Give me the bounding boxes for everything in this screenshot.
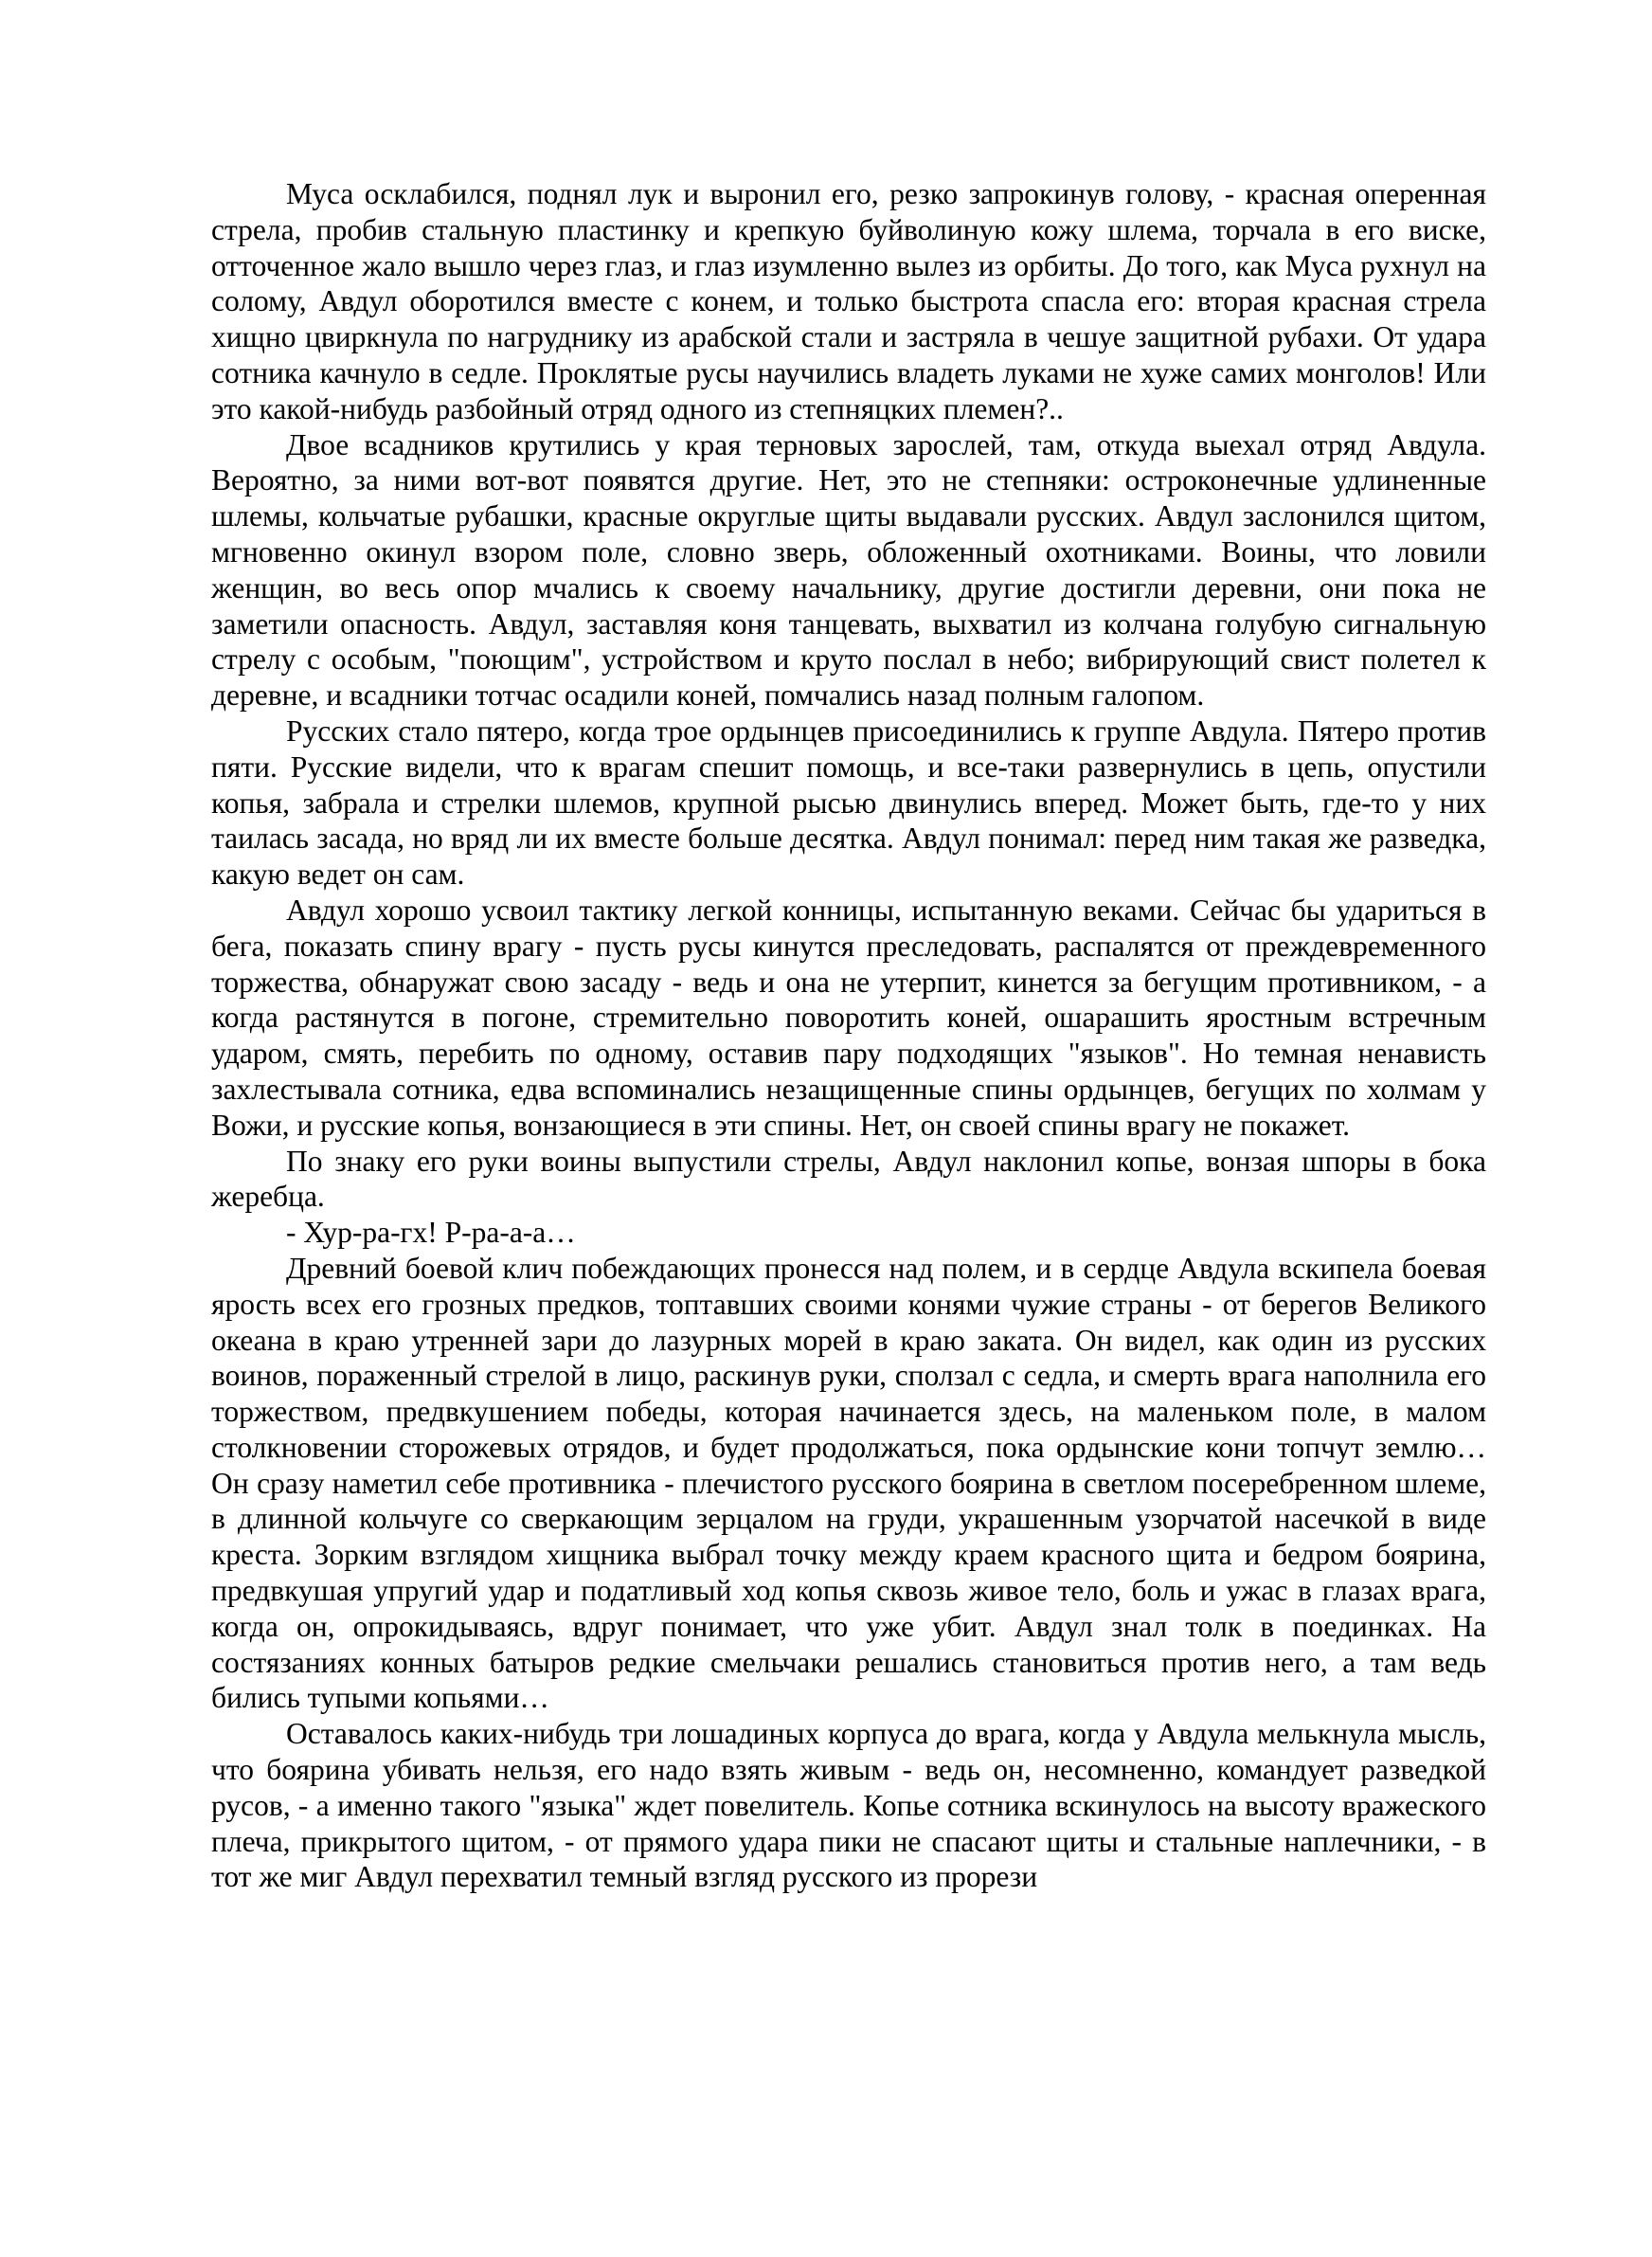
paragraph: По знаку его руки воины выпустили стрелы, Авдул наклонил копье, вонзая шпоры в бока жеребца.	[211, 1144, 1486, 1214]
paragraph: Оставалось каких-нибудь три лошадиных корпуса до врага, когда у Авдула мелькнула мысль, что боярина убивать нельзя, его надо взять живым - ведь он, несомненно, командует разведкой русов, - а именно такого "языка" ждет повелитель. Копье сотника вскинулось на высоту вражеского плеча, прикрытого щитом, - от прямого удара пики не спасают щиты и стальные наплечники, - в тот же миг Авдул перехватил темный взгляд русского из прорези	[211, 1717, 1486, 1894]
paragraph: - Хур-ра-гх! Р-ра-а-а…	[286, 1216, 576, 1250]
paragraph: Авдул хорошо усвоил тактику легкой конницы, испытанную веками. Сейчас бы удариться в бега, показать спину врагу - пусть русы кинутся преследовать, распалятся от преждевременного торжества, обнаружат свою засаду - ведь и она не утерпит, кинется за бегущим противником, - а когда растянутся в погоне, стремительно поворотить коней, ошарашить яростным встречным ударом, смять, перебить по одному, оставив пару подходящих "языков". Но темная ненависть захлестывала сотника, едва вспоминались незащищенные спины ордынцев, бегущих по холмам у Вожи, и русские копья, вонзающиеся в эти спины. Нет, он своей спины врагу не покажет.	[211, 893, 1486, 1142]
paragraph: Муса осклабился, поднял лук и выронил его, резко запрокинув голову, - красная оперенная стрела, пробив стальную пластинку и крепкую буйволиную кожу шлема, торчала в его виске, отточенное жало вышло через глаз, и глаз изумленно вылез из орбиты. До того, как Муса рухнул на солому, Авдул оборотился вместе с конем, и только быстрота спасла его: вторая красная стрела хищно цвиркнула по нагруднику из арабской стали и застряла в чешуе защитной рубахи. От удара сотника качнуло в седле. Проклятые русы научились владеть луками не хуже самих монголов! Или это какой-нибудь разбойный отряд одного из степняцких племен?..	[211, 177, 1486, 425]
document-page	[211, 176, 1486, 1895]
paragraph: Древний боевой клич побеждающих пронесся над полем, и в сердце Авдула вскипела боевая ярость всех его грозных предков, топтавших своими конями чужие страны - от берегов Великого океана в краю утренней зари до лазурных морей в краю заката. Он видел, как один из русских воинов, пораженный стрелой в лицо, раскинув руки, сползал с седла, и смерть врага наполнила его торжеством, предвкушением победы, которая начинается здесь, на маленьком поле, в малом столкновении сторожевых отрядов, и будет продолжаться, пока ордынские кони топчут землю… Он сразу наметил себе противника - плечистого русского боярина в светлом посеребренном шлеме, в длинной кольчуге со сверкающим зерцалом на груди, украшенным узорчатой насечкой в виде креста. Зорким взглядом хищника выбрал точку между краем красного щита и бедром боярина, предвкушая упругий удар и податливый ход копья сквозь живое тело, боль и ужас в глазах врага, когда он, опрокидываясь, вдруг понимает, что уже убит. Авдул знал толк в поединках. На состязаниях конных батыров редкие смельчаки решались становиться против него, а там ведь бились тупыми копьями…	[211, 1251, 1486, 1715]
paragraph: Русских стало пятеро, когда трое ордынцев присоединились к группе Авдула. Пятеро против пяти. Русские видели, что к врагам спешит помощь, и все-таки развернулись в цепь, опустили копья, забрала и стрелки шлемов, крупной рысью двинулись вперед. Может быть, где-то у них таилась засада, но вряд ли их вместе больше десятка. Авдул понимал: перед ним такая же разведка, какую ведет он сам.	[211, 713, 1486, 892]
paragraph: Двое всадников крутились у края терновых зарослей, там, откуда выехал отряд Авдула. Вероятно, за ними вот-вот появятся другие. Нет, это не степняки: остроконечные удлиненные шлемы, кольчатые рубашки, красные округлые щиты выдавали русских. Авдул заслонился щитом, мгновенно окинул взором поле, словно зверь, обложенный охотниками. Воины, что ловили женщин, во весь опор мчались к своему начальнику, другие достигли деревни, они пока не заметили опасность. Авдул, заставляя коня танцевать, выхватил из колчана голубую сигнальную стрелу с особым, "поющим", устройством и круто послал в небо; вибрирующий свист полетел к деревне, и всадники тотчас осадили коней, помчались назад полным галопом.	[211, 427, 1486, 713]
